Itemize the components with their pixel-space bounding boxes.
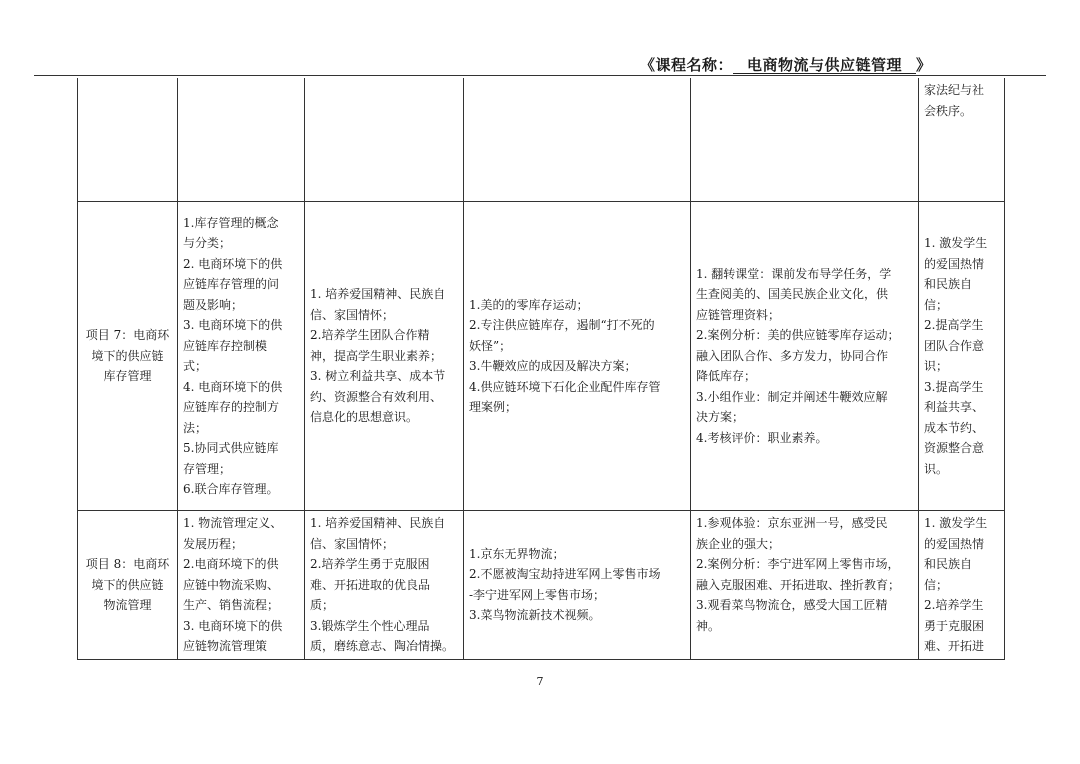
project-name-cell [78, 202, 178, 511]
header-rule [34, 75, 1046, 76]
cell-line: 难、开拓进 [924, 639, 985, 653]
table-row [78, 511, 1005, 660]
cell-line: 3.锻炼学生个性心理品 [310, 618, 430, 633]
cell-line: 信； [924, 577, 949, 592]
cell-line: 资源整合意 [924, 441, 985, 455]
cell-line: 3.观看菜鸟物流仓，感受大国工匠精 [696, 598, 888, 612]
cell-line: 质，磨练意志、陶冶情操。 [310, 639, 455, 653]
cell-line: 1.京东无界物流； [469, 546, 565, 561]
cell-line: 妖怪”； [469, 338, 512, 353]
content-cell [178, 511, 305, 660]
cell-line: 2. 电商环境下的供 [183, 256, 283, 271]
cell-line: 2.电商环境下的供 [183, 557, 279, 571]
cell-line: 和民族自 [924, 277, 973, 291]
cell-line: 信、家国情怀； [310, 307, 395, 322]
effects-cell [919, 78, 1005, 202]
cell-line: 生产、销售流程； [183, 598, 280, 612]
cell-line: 应链库存管理的问 [183, 277, 280, 291]
cell-line: 1.库存管理的概念 [183, 215, 279, 230]
effects-cell [919, 202, 1005, 511]
project-name-cell [78, 78, 178, 202]
cell-line: -李宁进军网上零售市场； [469, 587, 606, 602]
cell-line: 约、资源整合有效利用、 [310, 389, 443, 404]
cell-line: 2.提高学生 [924, 318, 984, 332]
cell-line: 勇于克服困 [924, 618, 985, 633]
course-header [640, 54, 932, 75]
course-header-prefix: 《课程名称： [640, 56, 734, 74]
cases-cell [464, 78, 691, 202]
cell-line: 族企业的强大； [696, 536, 781, 551]
cell-line: 应链库存的控制方 [183, 400, 280, 414]
cell-line: 1. 激发学生 [924, 516, 988, 530]
cell-line: 4.考核评价：职业素养。 [696, 430, 828, 445]
cell-line: 融入团队合作、多方发力，协同合作 [696, 348, 889, 363]
cell-line: 融入克服困难、开拓进取、挫折教育； [696, 577, 901, 592]
cell-line: 降低库存； [696, 369, 757, 384]
cell-line: 神，提高学生职业素养； [310, 348, 443, 363]
cell-line: 和民族自 [924, 557, 973, 571]
cell-line: 4.供应链环境下石化企业配件库存管 [469, 379, 661, 394]
cell-line: 3.牛鞭效应的成因及解决方案； [469, 359, 637, 373]
cell-line: 应链中物流采购、 [183, 577, 280, 592]
cell-line: 3. 树立利益共享、成本节 [310, 369, 446, 384]
cell-line: 会秩序。 [924, 103, 973, 118]
project-name-cell [78, 511, 178, 660]
cell-line: 6.联合库存管理。 [183, 482, 279, 496]
cell-line: 决方案； [696, 410, 745, 425]
cell-line: 3. 电商环境下的供 [183, 618, 283, 633]
goals-cell [305, 78, 464, 202]
table-row [78, 78, 1005, 202]
cell-line: 物流管理 [103, 598, 152, 612]
cell-line: 发展历程； [183, 536, 244, 551]
cell-line: 与分类； [183, 236, 232, 250]
cell-line: 的爱国热情 [924, 256, 985, 271]
methods-cell [691, 511, 919, 660]
cell-line: 信、家国情怀； [310, 536, 395, 551]
cell-line: 5.协同式供应链库 [183, 441, 279, 455]
syllabus-table [77, 78, 1005, 660]
goals-cell [305, 511, 464, 660]
cell-line: 项目 7：电商环 [85, 328, 170, 343]
cell-line: 神。 [696, 618, 721, 633]
cell-line: 2.培养学生团队合作精 [310, 328, 430, 343]
cell-line: 境下的供应链 [91, 348, 164, 363]
cell-line: 4. 电商环境下的供 [183, 379, 283, 394]
course-name: 电商物流与供应链管理 [733, 57, 916, 74]
cell-line: 式； [183, 359, 208, 373]
cell-line: 1. 培养爱国精神、民族自 [310, 287, 446, 302]
cell-line: 理案例； [469, 400, 518, 414]
cell-line: 存管理； [183, 461, 232, 476]
cell-line: 应链库存控制模 [183, 338, 268, 353]
cell-line: 1.参观体验：京东亚洲一号，感受民 [696, 516, 888, 530]
cases-cell [464, 511, 691, 660]
cases-cell [464, 202, 691, 511]
cell-line: 法； [183, 420, 208, 435]
cell-line: 信息化的思想意识。 [310, 410, 419, 425]
cell-line: 项目 8：电商环 [85, 557, 170, 571]
cell-line: 应链物流管理策 [183, 639, 268, 653]
cell-line: 生查阅美的、国美民族企业文化，供 [696, 287, 889, 302]
cell-line: 1. 物流管理定义、 [183, 516, 283, 530]
cell-line: 信； [924, 297, 949, 312]
cell-line: 2.培养学生 [924, 598, 984, 612]
cell-line: 应链管理资料； [696, 307, 781, 322]
cell-line: 2.专注供应链库存，遏制“打不死的 [469, 318, 655, 332]
cell-line: 3. 电商环境下的供 [183, 318, 283, 332]
cell-line: 家法纪与社 [924, 83, 985, 97]
cell-line: 难、开拓进取的优良品 [310, 577, 431, 592]
cell-line: 识。 [924, 461, 949, 476]
methods-cell [691, 202, 919, 511]
cell-line: 题及影响； [183, 297, 244, 312]
page-number: 7 [536, 675, 544, 688]
cell-line: 1. 培养爱国精神、民族自 [310, 516, 446, 530]
cell-line: 库存管理 [103, 369, 152, 384]
cell-line: 境下的供应链 [91, 577, 164, 592]
cell-line: 1.美的的零库存运动； [469, 297, 589, 312]
content-cell [178, 78, 305, 202]
cell-line: 团队合作意 [924, 338, 985, 353]
methods-cell [691, 78, 919, 202]
cell-line: 3.小组作业：制定并阐述牛鞭效应解 [696, 389, 888, 404]
effects-cell [919, 511, 1005, 660]
cell-line: 2.不愿被淘宝劫持进军网上零售市场 [469, 567, 661, 582]
cell-line: 2.培养学生勇于克服困 [310, 557, 430, 571]
cell-line: 3.菜鸟物流新技术视频。 [469, 608, 601, 623]
cell-line: 2.案例分析：李宁进军网上零售市场， [696, 557, 900, 571]
cell-line: 利益共享、 [924, 400, 985, 414]
cell-line: 的爱国热情 [924, 536, 985, 551]
cell-line: 3.提高学生 [924, 379, 984, 394]
cell-line: 识； [924, 359, 949, 373]
cell-line: 成本节约、 [924, 420, 985, 435]
cell-line: 1. 激发学生 [924, 236, 988, 250]
content-cell [178, 202, 305, 511]
cell-line: 2.案例分析：美的供应链零库存运动； [696, 328, 900, 343]
course-header-suffix: 》 [916, 56, 932, 74]
cell-line: 1. 翻转课堂：课前发布导学任务，学 [696, 266, 892, 281]
cell-line: 质； [310, 598, 335, 612]
goals-cell [305, 202, 464, 511]
table-row [78, 202, 1005, 511]
